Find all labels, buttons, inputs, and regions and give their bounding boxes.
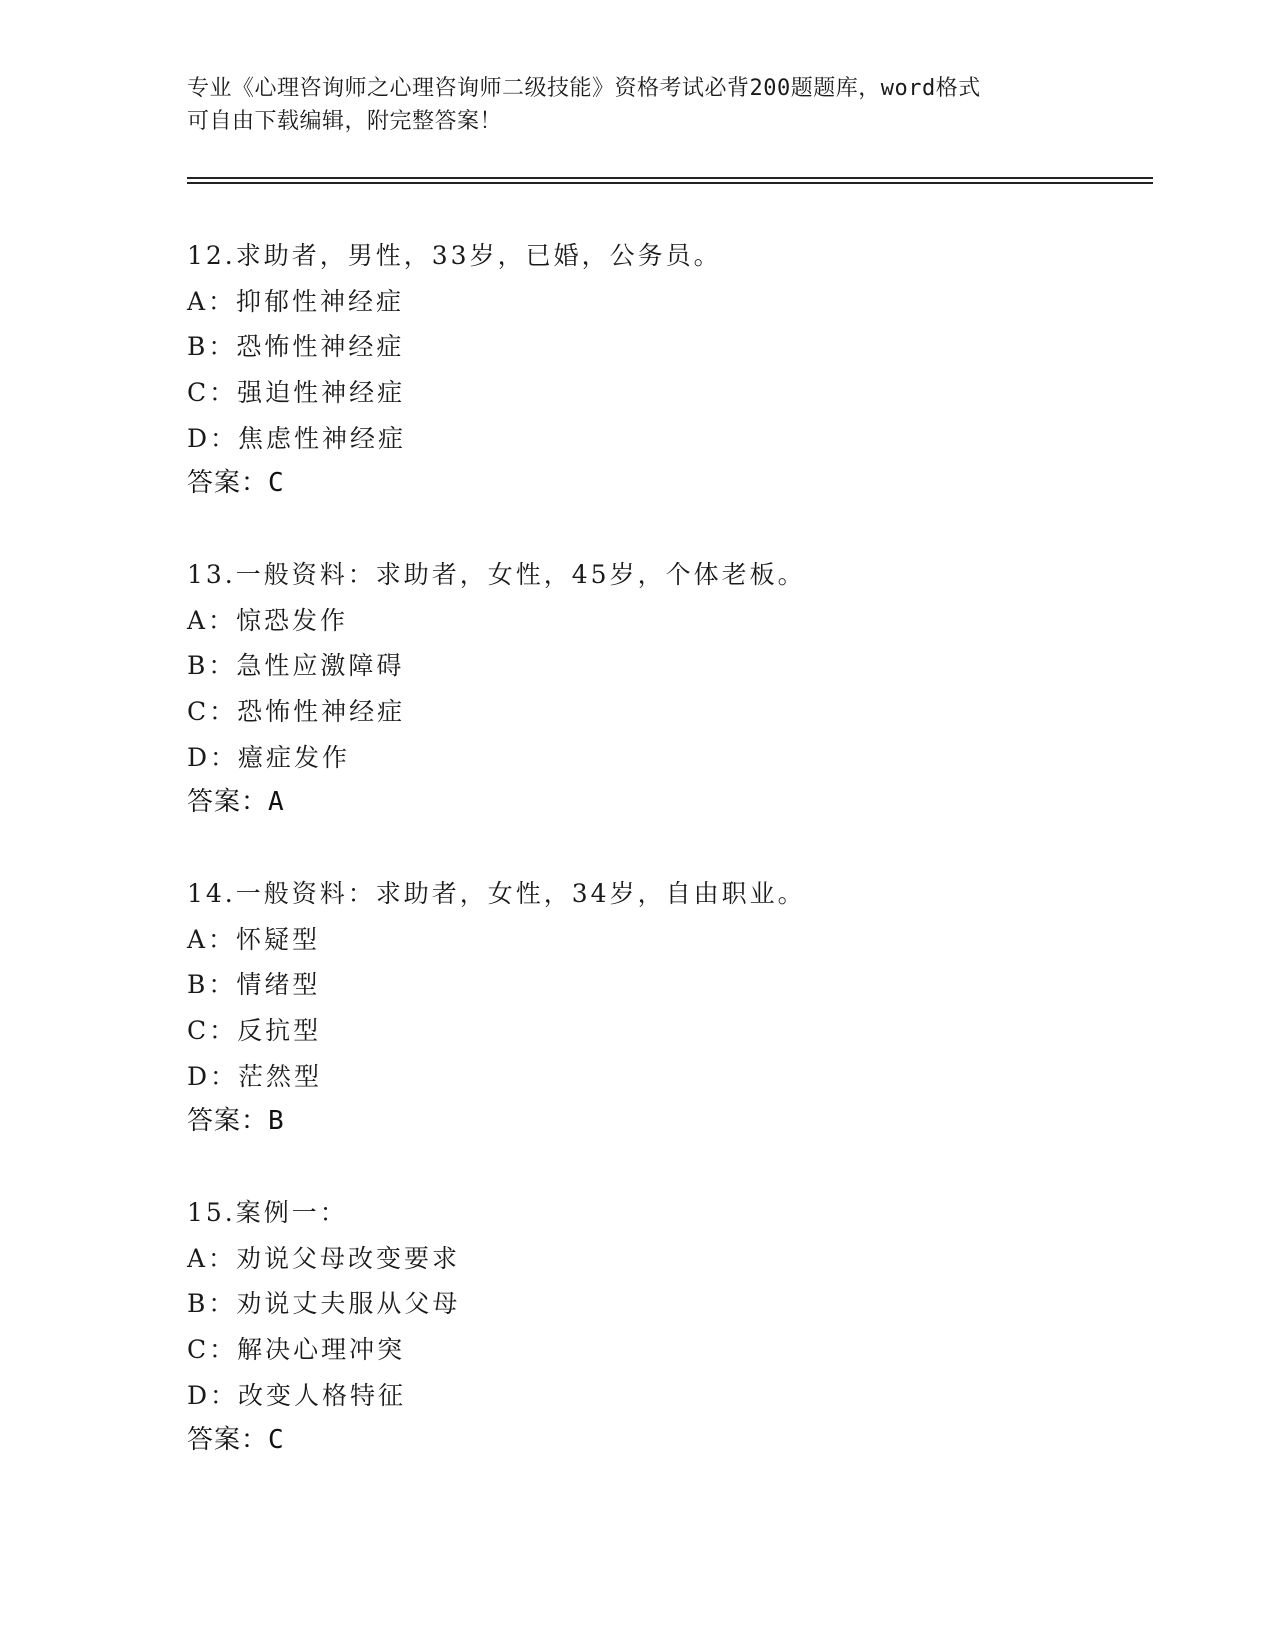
option-b: B：劝说丈夫服从父母 (187, 1289, 461, 1319)
question-stem: 12.求助者，男性，33岁，已婚，公务员。 (187, 241, 722, 270)
answer-line: 答案：B (187, 1106, 285, 1137)
question-15 (187, 1190, 1147, 1464)
question-12 (187, 233, 1147, 507)
option-c: C：反抗型 (187, 1016, 322, 1046)
answer-line: 答案：C (187, 1425, 285, 1456)
option-a: A：劝说父母改变要求 (187, 1243, 461, 1273)
option-a: A：怀疑型 (187, 924, 321, 954)
header-line-1: 专业《心理咨询师之心理咨询师二级技能》资格考试必背200题题库，word格式 (187, 76, 981, 101)
header-divider-bottom (187, 182, 1153, 184)
option-b: B：恐怖性神经症 (187, 332, 405, 362)
option-d: D：癔症发作 (187, 742, 351, 772)
answer-line: 答案：C (187, 468, 285, 499)
question-stem: 15.案例一： (187, 1198, 348, 1227)
question-13 (187, 552, 1147, 826)
option-b: B：急性应激障碍 (187, 651, 405, 681)
option-b: B：情绪型 (187, 970, 321, 1000)
option-c: C：解决心理冲突 (187, 1335, 406, 1365)
option-d: D：改变人格特征 (187, 1380, 407, 1410)
header-divider-top (187, 177, 1153, 179)
option-d: D：茫然型 (187, 1061, 323, 1091)
document-header (187, 72, 1087, 138)
header-line-2: 可自由下载编辑，附完整答案！ (187, 109, 503, 134)
option-a: A：抑郁性神经症 (187, 286, 405, 316)
option-c: C：恐怖性神经症 (187, 697, 406, 727)
answer-line: 答案：A (187, 787, 285, 818)
option-d: D：焦虑性神经症 (187, 423, 407, 453)
question-14 (187, 871, 1147, 1145)
option-c: C：强迫性神经症 (187, 378, 406, 408)
question-stem: 13.一般资料：求助者，女性，45岁，个体老板。 (187, 560, 806, 589)
question-stem: 14.一般资料：求助者，女性，34岁，自由职业。 (187, 879, 806, 908)
option-a: A：惊恐发作 (187, 605, 349, 635)
